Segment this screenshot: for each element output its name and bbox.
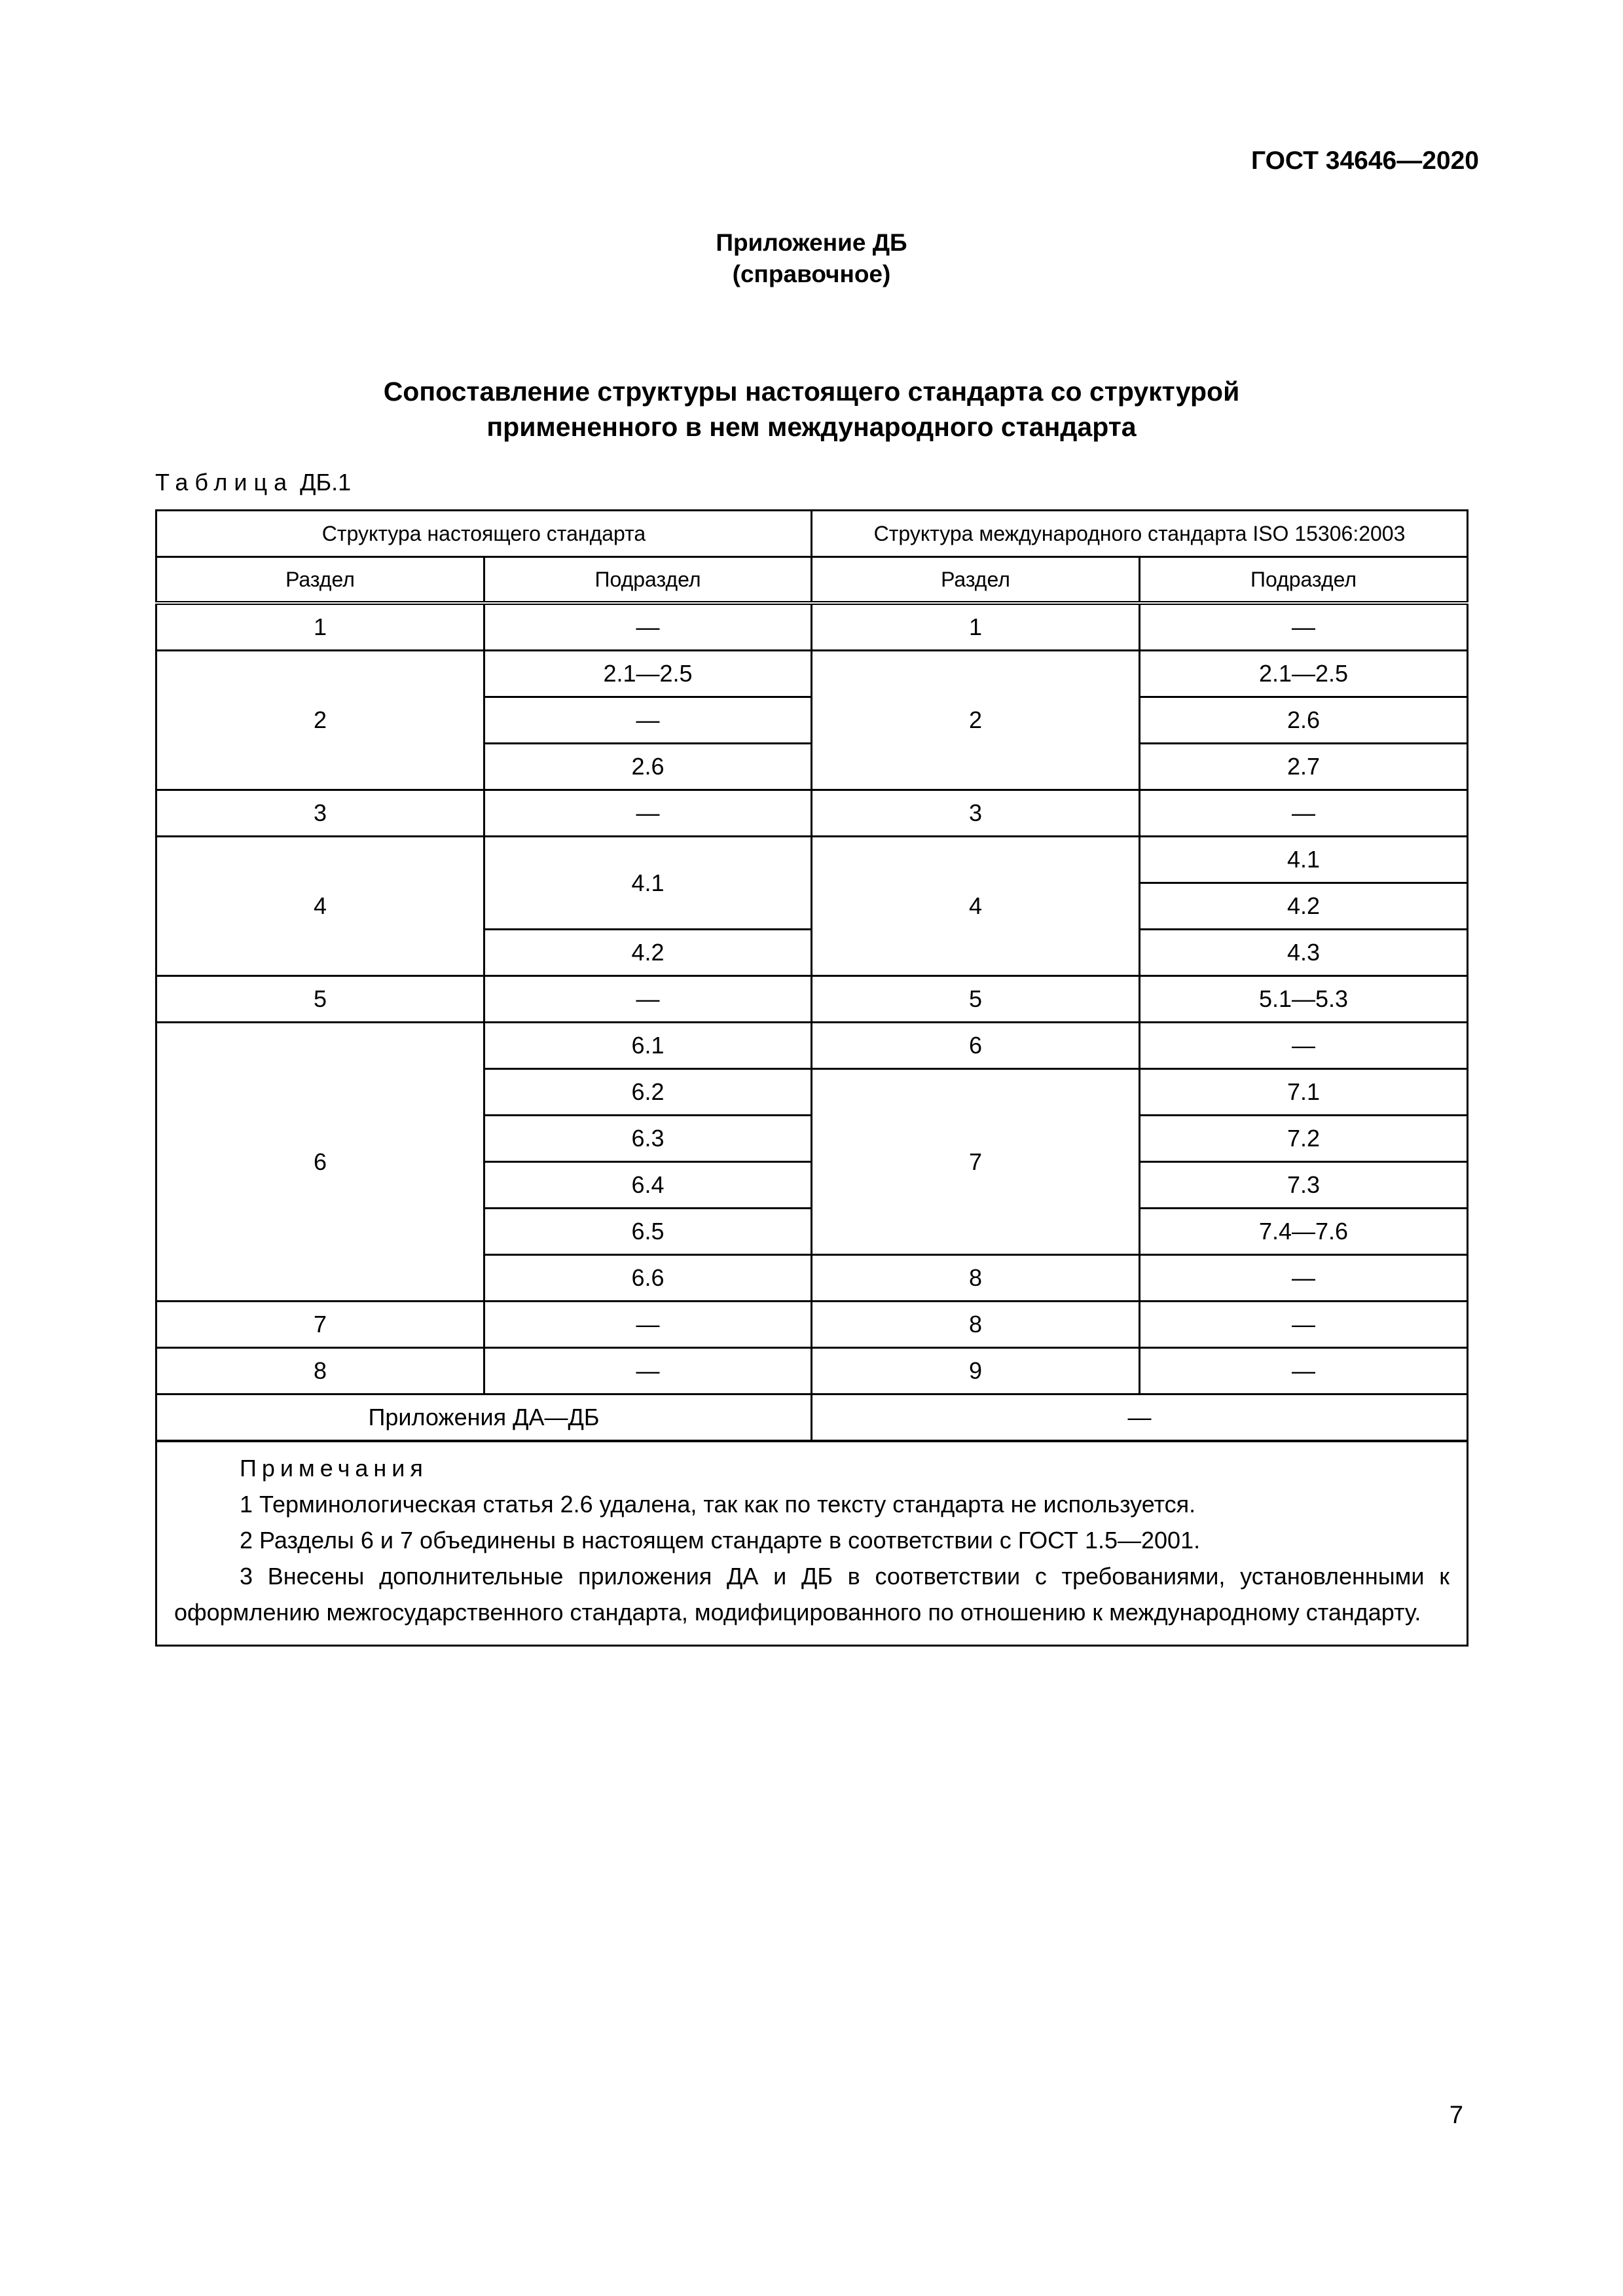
table-cell: 2.1—2.5 [484,651,812,697]
table-cell: — [484,697,812,744]
page-number: 7 [1449,2102,1463,2129]
table-cell: 4.3 [1140,930,1468,976]
table-cell: — [484,603,812,651]
table-cell: 3 [812,790,1140,837]
table-cell: 8 [812,1255,1140,1302]
table-cell: 4 [812,837,1140,976]
table-cell: 6.2 [484,1069,812,1116]
notes-title [174,1450,1450,1486]
notes-cell [156,1441,1468,1646]
note-3: 3 Внесены дополнительные приложения ДА и ДБ в соответствии с требованиями, установленными к оформлению межгосударственного стандарта, модифицированного по отношению к международному стандарту. [174,1563,1450,1626]
table-cell: 2 [156,651,484,790]
table-cell: 6.5 [484,1209,812,1255]
table-cell: — [1140,790,1468,837]
table-row [156,603,1468,651]
table-row [156,1023,1468,1069]
table-cell: — [484,976,812,1023]
table-label-number: ДБ.1 [300,469,352,496]
table-cell: 1 [812,603,1140,651]
table-row [156,1394,1468,1442]
table-cell: 5.1—5.3 [1140,976,1468,1023]
table-cell: — [1140,1348,1468,1394]
table-cell: 6.4 [484,1162,812,1209]
table-cell: — [484,1348,812,1394]
table-cell: 4.2 [484,930,812,976]
table-header-row [156,511,1468,557]
table-row [156,790,1468,837]
header-current-standard: Структура настоящего стандарта [156,511,812,557]
table-cell: 6.6 [484,1255,812,1302]
table-cell: 1 [156,603,484,651]
table-cell: 2.1—2.5 [1140,651,1468,697]
table-cell: 3 [156,790,484,837]
table-cell: 4.1 [1140,837,1468,883]
table-cell: — [484,790,812,837]
table-cell: 7.3 [1140,1162,1468,1209]
table-cell: 6 [812,1023,1140,1069]
table-row [156,1302,1468,1348]
appendix-subtitle: (справочное) [732,261,891,287]
table-cell: 4.1 [484,837,812,930]
header-subsection: Подраздел [484,557,812,604]
table-row [156,1348,1468,1394]
table-cell: 6.1 [484,1023,812,1069]
table-cell: 8 [812,1302,1140,1348]
table-title-line-2: примененного в нем международного стандарта [486,412,1137,442]
notes-title-text: Примечания [240,1455,428,1482]
table-cell: — [484,1302,812,1348]
table-cell: 9 [812,1348,1140,1394]
table-row [156,837,1468,883]
table-cell: 6.3 [484,1116,812,1162]
structure-comparison-table [155,509,1468,1647]
table-cell: 2.6 [1140,697,1468,744]
table-cell: — [1140,1302,1468,1348]
header-section: Раздел [156,557,484,604]
appendix-title: Приложение ДБ [716,229,907,256]
table-label-word: Таблица [155,469,294,496]
table-label [155,469,351,496]
table-cell: — [1140,603,1468,651]
notes-row [156,1441,1468,1646]
table-cell: 7 [812,1069,1140,1255]
table-cell: 7.4—7.6 [1140,1209,1468,1255]
header-international-standard: Структура международного стандарта ISO 15306:2003 [812,511,1468,557]
note-1: 1 Терминологическая статья 2.6 удалена, так как по тексту стандарта не используется. [240,1491,1196,1518]
table-title-line-1: Сопоставление структуры настоящего стандарта со структурой [383,376,1240,407]
table-cell: 2 [812,651,1140,790]
table-cell: 4.2 [1140,883,1468,930]
table-cell: — [1140,1023,1468,1069]
table-cell: 6 [156,1023,484,1302]
table-cell: — [812,1394,1468,1442]
note-2: 2 Разделы 6 и 7 объединены в настоящем стандарте в соответствии с ГОСТ 1.5—2001. [240,1527,1201,1554]
table-cell: 5 [812,976,1140,1023]
table-cell: — [1140,1255,1468,1302]
header-subsection: Подраздел [1140,557,1468,604]
table-row [156,651,1468,697]
table-cell: 7.1 [1140,1069,1468,1116]
table-cell: 2.7 [1140,744,1468,790]
header-section: Раздел [812,557,1140,604]
table-cell: 8 [156,1348,484,1394]
table-subheader-row [156,557,1468,604]
table-row [156,976,1468,1023]
table-cell: Приложения ДА—ДБ [156,1394,812,1442]
standard-header: ГОСТ 34646—2020 [1251,147,1479,175]
table-cell: 7.2 [1140,1116,1468,1162]
table-cell: 2.6 [484,744,812,790]
table-cell: 5 [156,976,484,1023]
table-cell: 4 [156,837,484,976]
table-cell: 7 [156,1302,484,1348]
